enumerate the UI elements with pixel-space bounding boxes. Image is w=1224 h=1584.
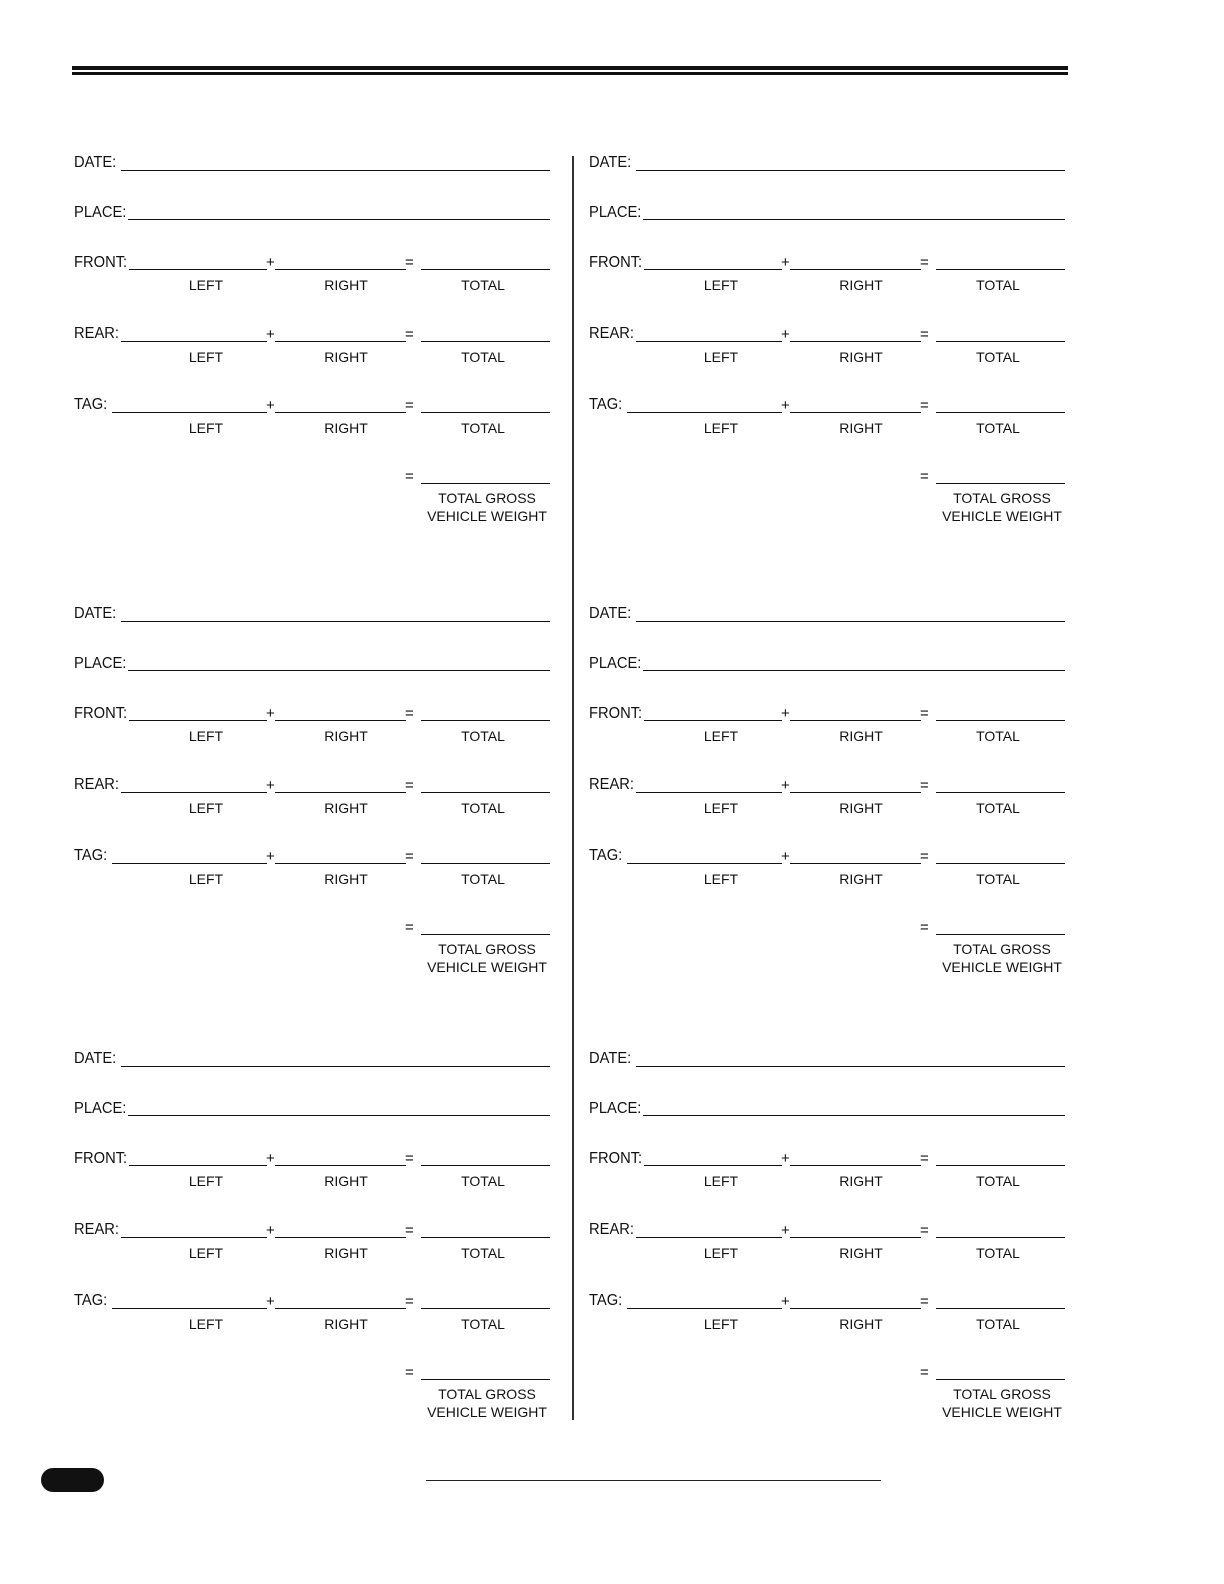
plus-sign: + [266, 1150, 275, 1167]
rear-left-caption: LEFT [188, 800, 224, 816]
front-label: FRONT: [74, 705, 128, 722]
rear-right-caption: RIGHT [839, 349, 883, 365]
rear-total-caption: TOTAL [976, 349, 1020, 365]
place-label: PLACE: [74, 1100, 127, 1117]
equals-sign: = [920, 1364, 929, 1381]
rear-right-caption: RIGHT [324, 1245, 368, 1261]
weigh-record-form [589, 603, 1069, 1003]
equals-sign: = [405, 777, 414, 794]
rear-label: REAR: [589, 1221, 634, 1238]
tag-total-field[interactable] [936, 863, 1065, 864]
place-field[interactable] [643, 670, 1065, 671]
front-left-caption: LEFT [703, 1173, 739, 1189]
rear-left-field[interactable] [121, 341, 267, 342]
equals-sign: = [920, 1222, 929, 1239]
front-label: FRONT: [589, 1150, 643, 1167]
front-left-caption: LEFT [188, 728, 224, 744]
plus-sign: + [266, 705, 275, 722]
tag-right-field[interactable] [790, 412, 921, 413]
plus-sign: + [781, 777, 790, 794]
equals-sign: = [405, 1364, 414, 1381]
front-label: FRONT: [74, 254, 128, 271]
tag-right-field[interactable] [275, 863, 406, 864]
rear-label: REAR: [74, 776, 119, 793]
tag-left-caption: LEFT [703, 420, 739, 436]
equals-sign: = [920, 848, 929, 865]
tag-left-caption: LEFT [188, 871, 224, 887]
front-right-caption: RIGHT [324, 1173, 368, 1189]
front-left-caption: LEFT [188, 1173, 224, 1189]
weigh-record-form [589, 152, 1069, 552]
front-total-field[interactable] [936, 720, 1065, 721]
tag-label: TAG: [74, 847, 108, 864]
tag-right-caption: RIGHT [324, 1316, 368, 1332]
tag-left-caption: LEFT [188, 1316, 224, 1332]
rear-left-caption: LEFT [188, 1245, 224, 1261]
rear-left-field[interactable] [121, 792, 267, 793]
front-total-caption: TOTAL [461, 277, 505, 293]
rear-label: REAR: [589, 776, 634, 793]
gross-caption-line1: TOTAL GROSS [953, 1386, 1051, 1402]
gross-caption-line1: TOTAL GROSS [438, 490, 536, 506]
equals-sign: = [920, 397, 929, 414]
plus-sign: + [781, 1293, 790, 1310]
date-label: DATE: [589, 1050, 632, 1067]
rear-total-field[interactable] [936, 1237, 1065, 1238]
equals-sign: = [920, 919, 929, 936]
tag-left-field[interactable] [627, 412, 782, 413]
plus-sign: + [781, 1150, 790, 1167]
rear-right-field[interactable] [790, 792, 921, 793]
front-left-field[interactable] [644, 269, 782, 270]
front-right-caption: RIGHT [839, 277, 883, 293]
rear-total-caption: TOTAL [461, 800, 505, 816]
plus-sign: + [781, 1222, 790, 1239]
tag-right-caption: RIGHT [839, 420, 883, 436]
rear-left-field[interactable] [121, 1237, 267, 1238]
tag-left-caption: LEFT [703, 1316, 739, 1332]
plus-sign: + [266, 254, 275, 271]
tag-right-caption: RIGHT [324, 420, 368, 436]
tag-total-caption: TOTAL [461, 420, 505, 436]
tag-right-field[interactable] [275, 1308, 406, 1309]
front-total-caption: TOTAL [461, 728, 505, 744]
front-total-field[interactable] [421, 1165, 550, 1166]
tag-label: TAG: [589, 847, 623, 864]
gross-weight-field[interactable] [936, 483, 1065, 484]
front-right-caption: RIGHT [324, 277, 368, 293]
header-rule [72, 66, 1068, 70]
place-label: PLACE: [589, 204, 642, 221]
rear-right-field[interactable] [275, 341, 406, 342]
rear-right-caption: RIGHT [324, 800, 368, 816]
plus-sign: + [266, 1222, 275, 1239]
date-field[interactable] [636, 1066, 1065, 1067]
tag-total-field[interactable] [421, 863, 550, 864]
rear-label: REAR: [74, 1221, 119, 1238]
tag-total-field[interactable] [421, 1308, 550, 1309]
tag-left-field[interactable] [627, 863, 782, 864]
front-label: FRONT: [74, 1150, 128, 1167]
gross-weight-field[interactable] [421, 934, 550, 935]
rear-left-field[interactable] [636, 341, 782, 342]
rear-right-field[interactable] [275, 792, 406, 793]
column-divider [572, 156, 574, 1420]
front-total-field[interactable] [936, 269, 1065, 270]
tag-right-caption: RIGHT [839, 871, 883, 887]
rear-total-field[interactable] [421, 1237, 550, 1238]
front-right-field[interactable] [275, 269, 406, 270]
tag-right-caption: RIGHT [839, 1316, 883, 1332]
plus-sign: + [781, 705, 790, 722]
rear-total-caption: TOTAL [976, 800, 1020, 816]
plus-sign: + [781, 397, 790, 414]
front-label: FRONT: [589, 254, 643, 271]
tag-total-caption: TOTAL [976, 1316, 1020, 1332]
tag-left-field[interactable] [112, 412, 267, 413]
equals-sign: = [920, 777, 929, 794]
rear-right-caption: RIGHT [839, 1245, 883, 1261]
equals-sign: = [920, 254, 929, 271]
rear-total-caption: TOTAL [976, 1245, 1020, 1261]
front-left-field[interactable] [644, 720, 782, 721]
place-field[interactable] [128, 1115, 550, 1116]
equals-sign: = [405, 1293, 414, 1310]
equals-sign: = [920, 705, 929, 722]
date-label: DATE: [589, 154, 632, 171]
place-label: PLACE: [74, 655, 127, 672]
plus-sign: + [781, 254, 790, 271]
front-left-field[interactable] [129, 269, 267, 270]
tag-left-field[interactable] [627, 1308, 782, 1309]
front-right-caption: RIGHT [324, 728, 368, 744]
tag-total-caption: TOTAL [461, 1316, 505, 1332]
place-field[interactable] [643, 1115, 1065, 1116]
front-left-caption: LEFT [703, 277, 739, 293]
tag-label: TAG: [589, 396, 623, 413]
front-right-field[interactable] [275, 720, 406, 721]
rear-left-caption: LEFT [188, 349, 224, 365]
place-label: PLACE: [74, 204, 127, 221]
rear-total-field[interactable] [421, 341, 550, 342]
tag-left-caption: LEFT [703, 871, 739, 887]
plus-sign: + [781, 848, 790, 865]
rear-label: REAR: [74, 325, 119, 342]
front-right-caption: RIGHT [839, 728, 883, 744]
equals-sign: = [405, 468, 414, 485]
gross-caption-line1: TOTAL GROSS [438, 941, 536, 957]
date-field[interactable] [636, 621, 1065, 622]
footer-rule [426, 1480, 881, 1481]
tag-total-field[interactable] [936, 412, 1065, 413]
tag-right-field[interactable] [275, 412, 406, 413]
plus-sign: + [266, 777, 275, 794]
equals-sign: = [405, 254, 414, 271]
tag-total-field[interactable] [421, 412, 550, 413]
tag-left-caption: LEFT [188, 420, 224, 436]
date-label: DATE: [74, 154, 117, 171]
date-field[interactable] [636, 170, 1065, 171]
rear-right-caption: RIGHT [839, 800, 883, 816]
rear-label: REAR: [589, 325, 634, 342]
place-label: PLACE: [589, 655, 642, 672]
front-total-caption: TOTAL [976, 277, 1020, 293]
rear-left-field[interactable] [636, 1237, 782, 1238]
rear-left-field[interactable] [636, 792, 782, 793]
front-left-caption: LEFT [703, 728, 739, 744]
gross-weight-field[interactable] [421, 1379, 550, 1380]
gross-caption-line1: TOTAL GROSS [438, 1386, 536, 1402]
equals-sign: = [920, 468, 929, 485]
front-right-field[interactable] [790, 720, 921, 721]
front-right-field[interactable] [790, 269, 921, 270]
equals-sign: = [405, 848, 414, 865]
plus-sign: + [266, 1293, 275, 1310]
gross-weight-field[interactable] [936, 934, 1065, 935]
front-total-caption: TOTAL [976, 1173, 1020, 1189]
rear-right-field[interactable] [790, 341, 921, 342]
front-left-field[interactable] [129, 1165, 267, 1166]
equals-sign: = [405, 919, 414, 936]
rear-left-caption: LEFT [703, 349, 739, 365]
header-rule [72, 72, 1068, 75]
equals-sign: = [920, 1293, 929, 1310]
gross-caption-line1: TOTAL GROSS [953, 490, 1051, 506]
gross-weight-field[interactable] [936, 1379, 1065, 1380]
plus-sign: + [266, 326, 275, 343]
date-field[interactable] [121, 621, 550, 622]
front-left-caption: LEFT [188, 277, 224, 293]
tag-right-field[interactable] [790, 863, 921, 864]
gross-caption-line2: VEHICLE WEIGHT [427, 1404, 547, 1420]
gross-caption-line2: VEHICLE WEIGHT [427, 508, 547, 524]
weigh-record-form [589, 1048, 1069, 1448]
date-label: DATE: [74, 1050, 117, 1067]
tag-left-field[interactable] [112, 1308, 267, 1309]
weigh-record-form [74, 152, 554, 552]
tag-total-caption: TOTAL [976, 871, 1020, 887]
equals-sign: = [405, 705, 414, 722]
date-label: DATE: [589, 605, 632, 622]
tag-label: TAG: [589, 1292, 623, 1309]
rear-total-caption: TOTAL [461, 349, 505, 365]
tag-label: TAG: [74, 1292, 108, 1309]
place-field[interactable] [643, 219, 1065, 220]
gross-caption-line2: VEHICLE WEIGHT [942, 1404, 1062, 1420]
page-number-tab [41, 1468, 104, 1492]
front-left-field[interactable] [129, 720, 267, 721]
tag-total-caption: TOTAL [461, 871, 505, 887]
equals-sign: = [405, 1150, 414, 1167]
date-field[interactable] [121, 170, 550, 171]
front-right-field[interactable] [275, 1165, 406, 1166]
equals-sign: = [405, 397, 414, 414]
tag-right-field[interactable] [790, 1308, 921, 1309]
gross-weight-field[interactable] [421, 483, 550, 484]
equals-sign: = [405, 1222, 414, 1239]
place-label: PLACE: [589, 1100, 642, 1117]
front-label: FRONT: [589, 705, 643, 722]
front-total-caption: TOTAL [461, 1173, 505, 1189]
gross-caption-line1: TOTAL GROSS [953, 941, 1051, 957]
rear-total-field[interactable] [421, 792, 550, 793]
front-total-field[interactable] [421, 720, 550, 721]
plus-sign: + [266, 397, 275, 414]
rear-total-field[interactable] [936, 341, 1065, 342]
front-left-field[interactable] [644, 1165, 782, 1166]
plus-sign: + [781, 326, 790, 343]
rear-right-field[interactable] [790, 1237, 921, 1238]
rear-left-caption: LEFT [703, 800, 739, 816]
gross-caption-line2: VEHICLE WEIGHT [942, 508, 1062, 524]
equals-sign: = [920, 1150, 929, 1167]
weigh-record-form [74, 1048, 554, 1448]
tag-total-field[interactable] [936, 1308, 1065, 1309]
front-right-field[interactable] [790, 1165, 921, 1166]
place-field[interactable] [128, 670, 550, 671]
weigh-record-form [74, 603, 554, 1003]
rear-total-caption: TOTAL [461, 1245, 505, 1261]
rear-right-field[interactable] [275, 1237, 406, 1238]
date-field[interactable] [121, 1066, 550, 1067]
place-field[interactable] [128, 219, 550, 220]
date-label: DATE: [74, 605, 117, 622]
gross-caption-line2: VEHICLE WEIGHT [942, 959, 1062, 975]
equals-sign: = [920, 326, 929, 343]
tag-right-caption: RIGHT [324, 871, 368, 887]
equals-sign: = [405, 326, 414, 343]
rear-left-caption: LEFT [703, 1245, 739, 1261]
gross-caption-line2: VEHICLE WEIGHT [427, 959, 547, 975]
tag-total-caption: TOTAL [976, 420, 1020, 436]
rear-total-field[interactable] [936, 792, 1065, 793]
front-total-field[interactable] [421, 269, 550, 270]
front-total-caption: TOTAL [976, 728, 1020, 744]
front-total-field[interactable] [936, 1165, 1065, 1166]
front-right-caption: RIGHT [839, 1173, 883, 1189]
plus-sign: + [266, 848, 275, 865]
rear-right-caption: RIGHT [324, 349, 368, 365]
tag-left-field[interactable] [112, 863, 267, 864]
tag-label: TAG: [74, 396, 108, 413]
